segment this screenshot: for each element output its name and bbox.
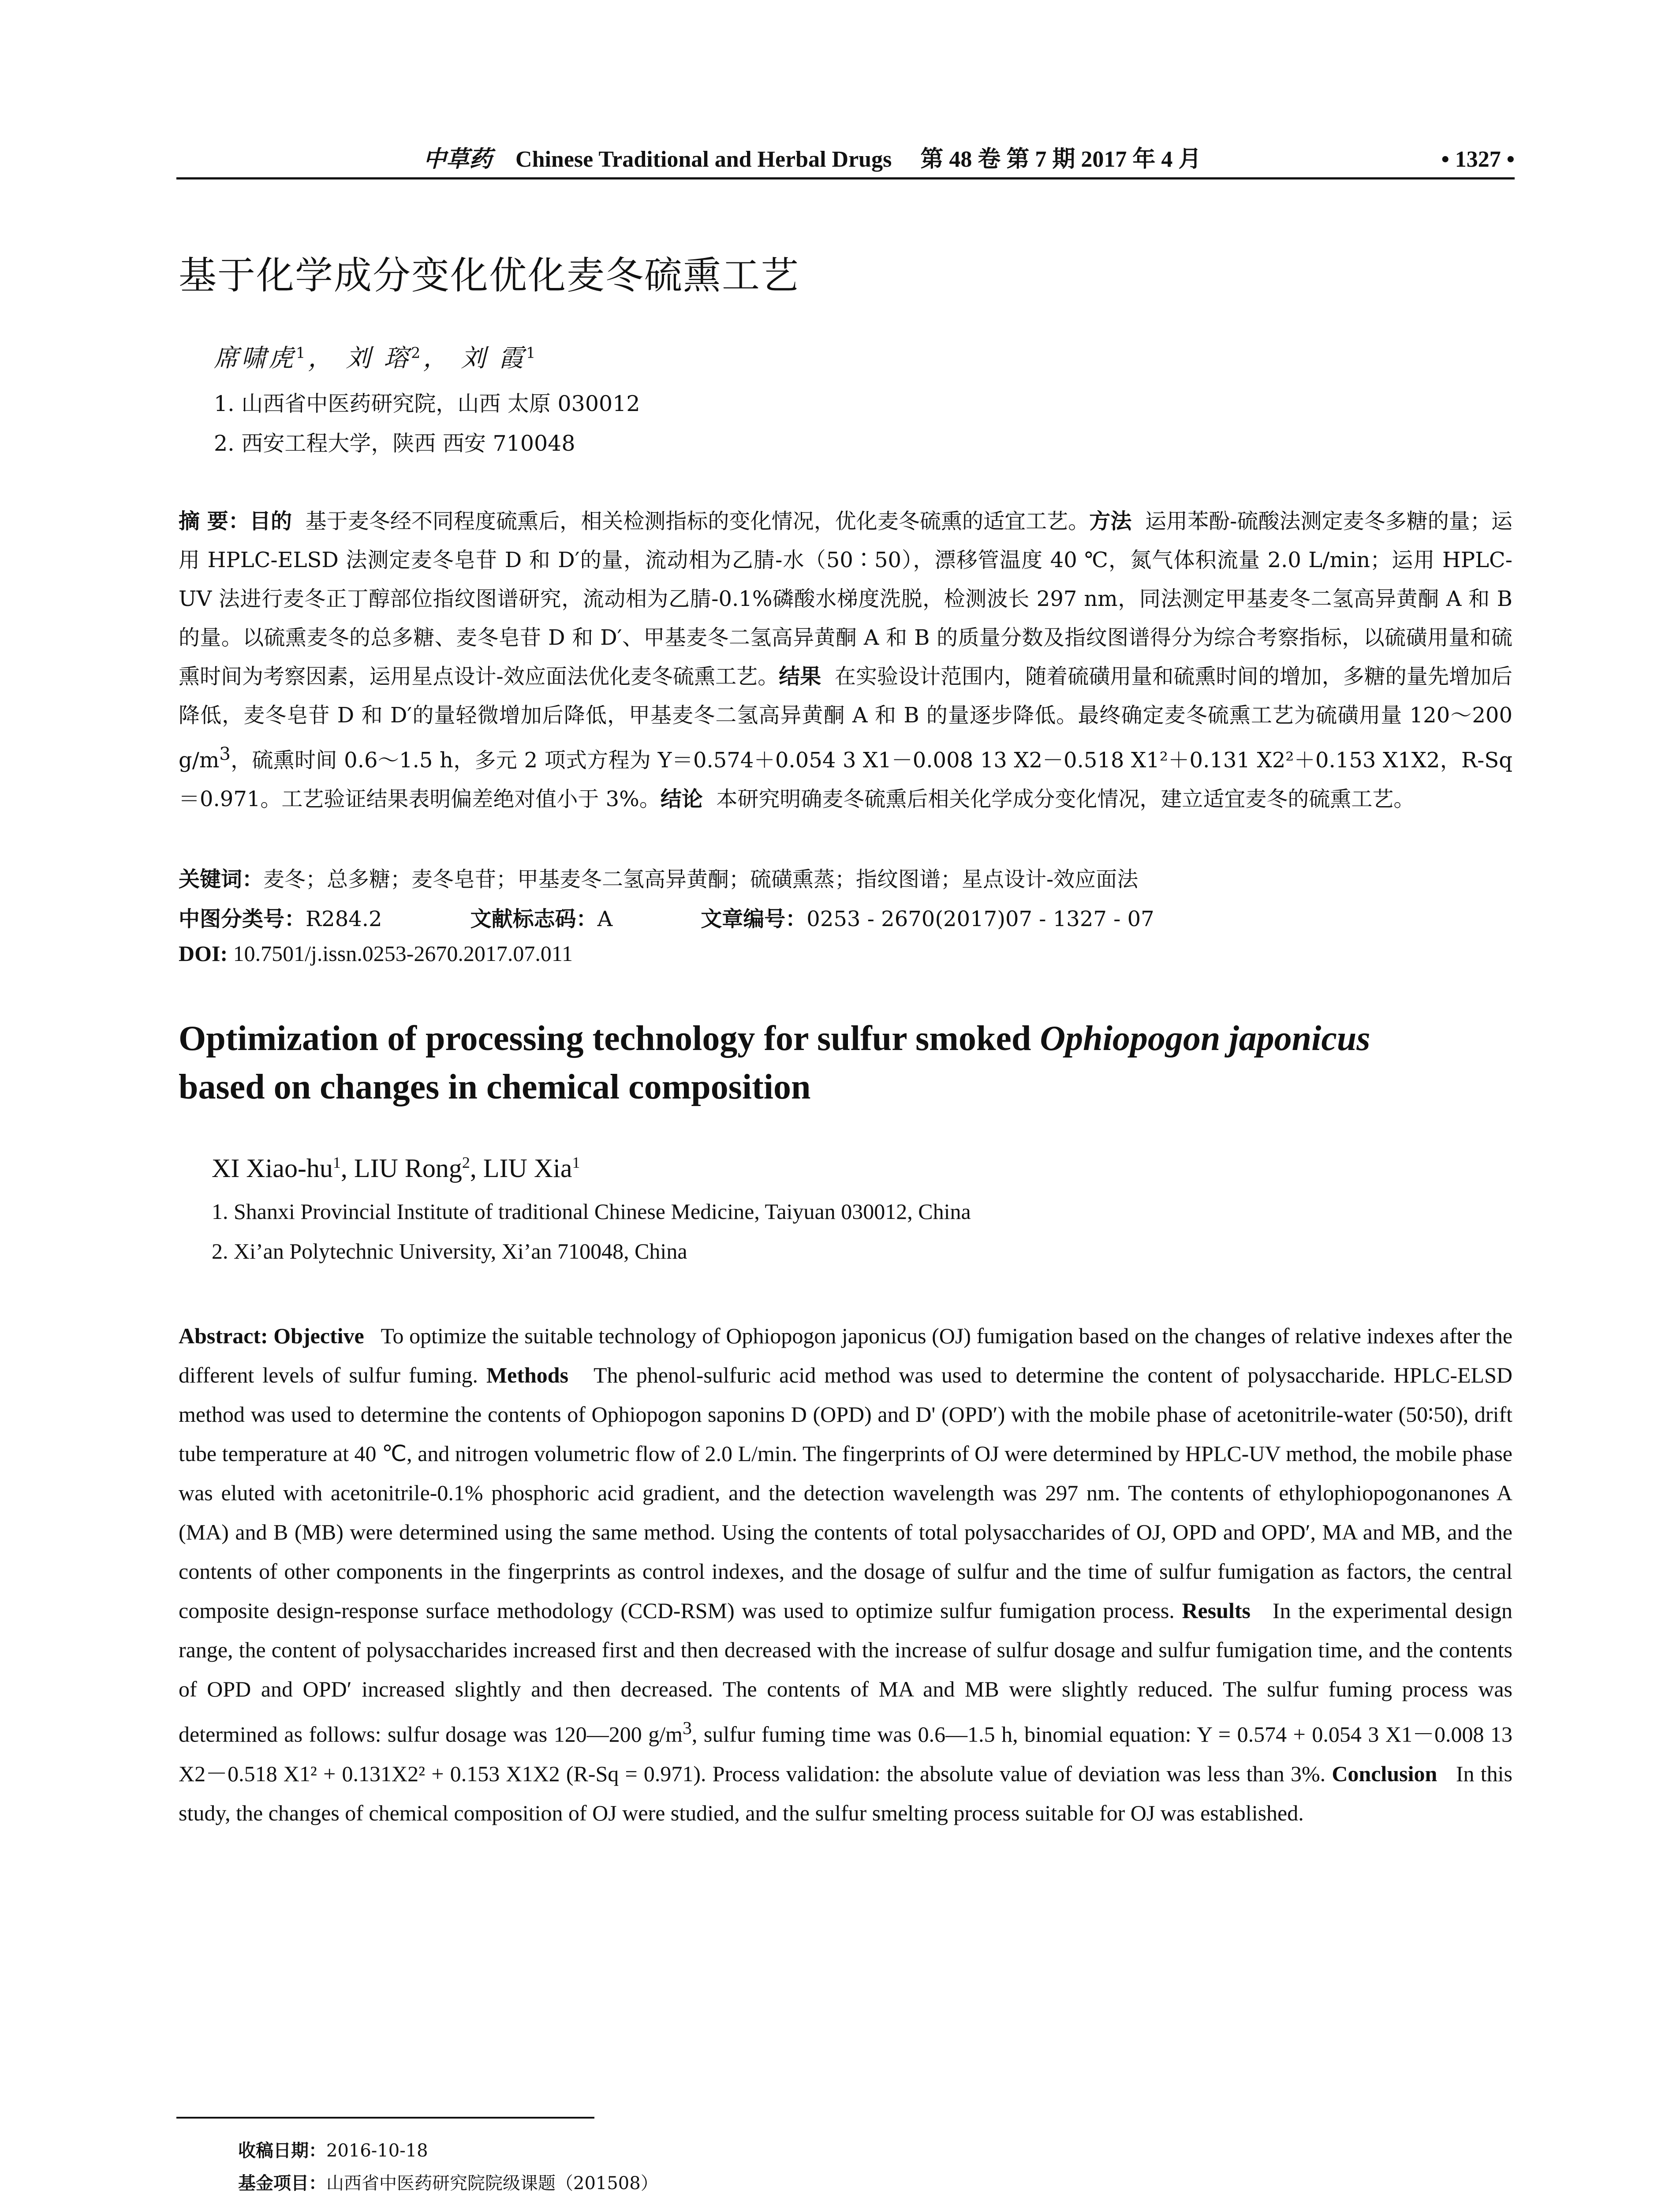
author-name: 席啸虎 — [214, 344, 296, 373]
author-sup: 2 — [462, 1154, 470, 1171]
author-sep: , — [470, 1154, 483, 1183]
journal-line — [423, 140, 1201, 173]
en-results-text: In the experimental design range, the content of polysaccharides increased first and then decreased with the increase of sulfur dosage and sulfur fumigation time, and the contents of OPD and OPD′ increased slightly and then decreased. The contents of MA and MB were slightly reduced. The sulfur fuming process was determined as follows: sulfur dosage was 120—200 g/m — [179, 1598, 1512, 1747]
en-conclusion-label: Conclusion — [1332, 1761, 1437, 1786]
chinese-abstract: 摘 要：目的 基于麦冬经不同程度硫熏后，相关检测指标的变化情况，优化麦冬硫熏的适宜工艺。方法 运用苯酚-硫酸法测定麦冬多糖的量；运用 HPLC-ELSD 法测定麦冬皂苷 D 和 D′的量，流动相为乙腈-水（50∶50），漂移管温度 40 ℃，氮气体积流量 2.0 L/min；运用 HPLC-UV 法进行麦冬正丁醇部位指纹图谱研究，流动相为乙腈-0.1%磷酸水梯度洗脱，检测波长 297 nm，同法测定甲基麦冬二氢高异黄酮 A 和 B 的量。以硫熏麦冬的总多糖、麦冬皂苷 D 和 D′、甲基麦冬二氢高异黄酮 A 和 B 的质量分数及指纹图谱得分为综合考察指标，以硫磺用量和硫熏时间为考察因素，运用星点设计-效应面法优化麦冬硫熏工艺。结果 在实验设计范围内，随着硫磺用量和硫熏时间的增加，多糖的量先增加后降低，麦冬皂苷 D 和 D′的量轻微增加后降低，甲基麦冬二氢高异黄酮 A 和 B 的量逐步降低。最终确定麦冬硫熏工艺为硫磺用量 120～200 $g/m^3$，硫熏时间 0.6～1.5 h，多元 2 项式方程为 Y＝0.574＋0.054 3 X1－0.008 13 X2－0.518 X1²＋0.131 X2²＋0.153 X1X2，R-Sq＝0.971。工艺验证结果表明偏差绝对值小于 3%。结论 本研究明确麦冬硫熏后相关化学成分变化情况，建立适宜麦冬的硫熏工艺。 — [179, 509, 1512, 811]
english-authors — [212, 1153, 580, 1184]
english-title-part-2: based on changes in chemical composition — [179, 1068, 811, 1106]
footnote-text: 山西省中医药研究院院级课题（201508） — [326, 2173, 658, 2194]
doccode-label: 文献标志码： — [470, 907, 597, 931]
author-sup: 2 — [411, 344, 423, 362]
en-conclusion-text: In this study, the changes of chemical composition of OJ were studied, and the sulfur smelting process suitable for OJ was established. — [179, 1761, 1513, 1825]
footnote-label: 收稿日期： — [238, 2141, 326, 2161]
article-no-label: 文章编号： — [701, 907, 807, 931]
results-text-cont: ，硫熏时间 0.6～1.5 h，多元 2 项式方程为 Y＝0.574＋0.054 3 X1－0.008 13 X2－0.518 X1²＋0.131 X2²＋0.153 X1X2，R-Sq＝0.971。工艺验证结果表明偏差绝对值小于 3%。 — [179, 748, 1512, 811]
article-no-value: 0253 - 2670(2017)07 - 1327 - 07 — [806, 907, 1154, 931]
conclusion-text: 本研究明确麦冬硫熏后相关化学成分变化情况，建立适宜麦冬的硫熏工艺。 — [716, 787, 1415, 811]
journal-name-cn: 中草药 — [423, 147, 493, 172]
clc — [179, 902, 382, 932]
footnotes — [238, 2134, 1031, 2205]
chinese-title: 基于化学成分变化优化麦冬硫熏工艺 — [179, 254, 799, 298]
footnote-text: 2016-10-18 — [326, 2141, 428, 2161]
footnote-label: 基金项目： — [238, 2173, 326, 2194]
english-affiliation-1: 1. Shanxi Provincial Institute of traditional Chinese Medicine, Taiyuan 030012, China — [212, 1199, 971, 1224]
footnote-author-bio — [238, 2200, 1031, 2205]
chinese-affiliation-1: 1. 山西省中医药研究院，山西 太原 030012 — [214, 391, 640, 416]
author-sup: 1 — [572, 1154, 580, 1171]
doi-label: DOI: — [179, 941, 228, 966]
footnote-received — [238, 2134, 1031, 2167]
page-number: • 1327 • — [1441, 147, 1515, 172]
author-sup: 1 — [332, 1154, 341, 1171]
english-title-species: Ophiopogon japonicus — [1040, 1019, 1370, 1058]
keywords-label: 关键词： — [179, 867, 264, 892]
article-number — [701, 902, 1154, 932]
clc-value: R284.2 — [306, 907, 382, 931]
author-name: 刘 瑢 — [346, 344, 411, 373]
en-abstract-label: Abstract: Objective — [179, 1323, 364, 1348]
author-sup: 1 — [526, 344, 538, 362]
doi-link[interactable]: 10.7501/j.issn.0253-2670.2017.07.011 — [233, 941, 573, 966]
author-name: LIU Rong — [354, 1154, 462, 1183]
chinese-affiliation-2: 2. 西安工程大学，陕西 西安 710048 — [214, 431, 575, 456]
english-affiliation-2: 2. Xi’an Polytechnic University, Xi’an 710048, China — [212, 1239, 687, 1263]
classification-line — [179, 902, 1512, 932]
doccode-value: A — [597, 907, 613, 931]
author-name: XI Xiao-hu — [212, 1154, 333, 1183]
author-sup: 1 — [296, 344, 308, 362]
keywords — [179, 862, 1512, 893]
en-results-label: Results — [1182, 1598, 1251, 1623]
running-header — [176, 140, 1515, 173]
footnote-funding — [238, 2167, 1031, 2200]
objective-text: 基于麦冬经不同程度硫熏后，相关检测指标的变化情况，优化麦冬硫熏的适宜工艺。 — [305, 509, 1090, 534]
clc-label: 中图分类号： — [179, 907, 306, 931]
en-results-text-cont: , sulfur fuming time was 0.6—1.5 h, binomial equation: Y = 0.574 + 0.054 3 X1－0.008 13 X2－0.518 X1² + 0.131X2² + 0.153 X1X2 (R-Sq = 0.971). Process validation: the absolute value of deviation was less than 3%. — [179, 1722, 1512, 1786]
footnote-rule — [176, 2117, 594, 2119]
author-sep: , — [340, 1154, 354, 1183]
author-sep: ， — [423, 344, 451, 373]
doi-line — [179, 941, 573, 966]
author-name: 刘 霞 — [461, 344, 526, 373]
author-name: LIU Xia — [483, 1154, 572, 1183]
en-methods-text: The phenol-sulfuric acid method was used to determine the content of polysaccharide. HPLC-ELSD method was used to determine the contents of Ophiopogon saponins D (OPD) and D' (OPD′) with the mobile phase of acetonitrile-water (50∶50), drift tube temperature at 40 ℃, and nitrogen volumetric flow of 2.0 L/min. The fingerprints of OJ were determined by HPLC-UV method, the mobile phase was eluted with acetonitrile-0.1% phosphoric acid gradient, and the detection wavelength was 297 nm. The contents of ethylophiopogonanones A (MA) and B (MB) were determined using the same method. Using the contents of total polysaccharides of OJ, OPD and OPD′, MA and MB, and the contents of other components in the fingerprints as control indexes, and the dosage of sulfur and the time of sulfur fumigation as factors, the central composite design-response surface methodology (CCD-RSM) was used to optimize sulfur fumigation process. — [179, 1363, 1513, 1623]
journal-name-en: Chinese Traditional and Herbal Drugs — [515, 147, 892, 172]
keywords-text: 麦冬；总多糖；麦冬皂苷；甲基麦冬二氢高异黄酮；硫磺熏蒸；指纹图谱；星点设计-效应面法 — [263, 867, 1139, 892]
issue-info: 第 48 卷 第 7 期 2017 年 4 月 — [920, 147, 1202, 172]
header-rule — [176, 177, 1515, 179]
en-methods-label: Methods — [486, 1363, 569, 1387]
english-title — [179, 1014, 1515, 1111]
results-text: 在实验设计范围内，随着硫磺用量和硫熏时间的增加，多糖的量先增加后降低，麦冬皂苷 D 和 D′的量轻微增加后降低，甲基麦冬二氢高异黄酮 A 和 B 的量逐步降低。最终确定麦冬硫熏工艺为硫磺用量 120～200 g/m — [179, 664, 1512, 773]
results-label: 结果 — [779, 664, 821, 689]
author-sep: ， — [308, 344, 336, 373]
methods-label: 方法 — [1089, 509, 1132, 534]
conclusion-label: 结论 — [660, 787, 703, 811]
abstract-label: 摘 要： — [179, 509, 250, 534]
chinese-authors — [214, 339, 538, 374]
objective-label: 目的 — [249, 509, 292, 534]
document-code — [470, 902, 613, 932]
en-objective-text: To optimize the suitable technology of Ophiopogon japonicus (OJ) fumigation based on the changes of relative indexes after the different levels of sulfur fuming. — [179, 1323, 1513, 1387]
english-abstract: Abstract: Objective To optimize the suitable technology of Ophiopogon japonicus (OJ) fumigation based on the changes of relative indexes after the different levels of sulfur fuming. Methods The phenol-sulfuric acid method was used to determine the content of polysaccharide. HPLC-ELSD method was used to determine the contents of Ophiopogon saponins D (OPD) and D' (OPD′) with the mobile phase of acetonitrile-water (50∶50), drift tube temperature at 40 ℃, and nitrogen volumetric flow of 2.0 L/min. The fingerprints of OJ were determined by HPLC-UV method, the mobile phase was eluted with acetonitrile-0.1% phosphoric acid gradient, and the detection wavelength was 297 nm. The contents of ethylophiopogonanones A (MA) and B (MB) were determined using the same method. Using the contents of total polysaccharides of OJ, OPD and OPD′, MA and MB, and the contents of other components in the fingerprints as control indexes, and the dosage of sulfur and the time of sulfur fumigation as factors, the central composite design-response surface methodology (CCD-RSM) was used to optimize sulfur fumigation process. Results In the experimental design range, the content of polysaccharides increased first and then decreased with the increase of sulfur dosage and sulfur fumigation time, and the contents of OPD and OPD′ increased slightly and then decreased. The contents of MA and MB were slightly reduced. The sulfur fuming process was determined as follows: sulfur dosage was 120—200 $g/m^3$, sulfur fuming time was 0.6—1.5 h, binomial equation: Y = 0.574 + 0.054 3 X1－0.008 13 X2－0.518 X1² + 0.131X2² + 0.153 X1X2 (R-Sq = 0.971). Process validation: the absolute value of deviation was less than 3%. Conclusion In this study, the changes of chemical composition of OJ were studied, and the sulfur smelting process suitable for OJ was established. — [179, 1323, 1513, 1825]
methods-text: 运用苯酚-硫酸法测定麦冬多糖的量；运用 HPLC-ELSD 法测定麦冬皂苷 D 和 D′的量，流动相为乙腈-水（50∶50），漂移管温度 40 ℃，氮气体积流量 2.0 L/min；运用 HPLC-UV 法进行麦冬正丁醇部位指纹图谱研究，流动相为乙腈-0.1%磷酸水梯度洗脱，检测波长 297 nm，同法测定甲基麦冬二氢高异黄酮 A 和 B 的量。以硫熏麦冬的总多糖、麦冬皂苷 D 和 D′、甲基麦冬二氢高异黄酮 A 和 B 的质量分数及指纹图谱得分为综合考察指标，以硫磺用量和硫熏时间为考察因素，运用星点设计-效应面法优化麦冬硫熏工艺。 — [179, 509, 1512, 689]
english-title-part-1: Optimization of processing technology for sulfur smoked — [179, 1019, 1040, 1058]
